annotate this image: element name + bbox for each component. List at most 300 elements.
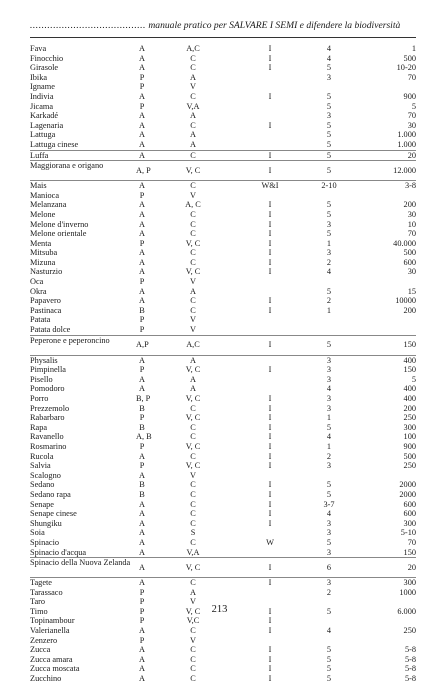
value-cell-c1: A xyxy=(139,528,145,538)
plant-name-cell: Oca xyxy=(30,277,44,287)
header-title: manuale pratico per SALVARE I SEMI e difendere la biodiversità xyxy=(148,20,401,31)
table-row xyxy=(30,130,416,140)
table-row xyxy=(30,452,416,462)
value-cell-c2: V xyxy=(190,597,196,607)
value-cell-c2: C xyxy=(190,509,196,519)
value-cell-c5: 150 xyxy=(403,340,416,350)
plant-name-cell: Melone xyxy=(30,209,56,219)
value-cell-c1: A xyxy=(139,248,145,258)
value-cell-c2: C xyxy=(190,150,196,160)
value-cell-c2: V xyxy=(190,82,196,92)
value-cell-c4: 2 xyxy=(326,587,332,597)
value-cell-c5: 70 xyxy=(407,537,416,547)
plant-name-cell: Rucola xyxy=(30,451,54,461)
value-cell-c1: A xyxy=(139,654,145,664)
value-cell-c2: V xyxy=(190,315,196,325)
value-cell-c2: C xyxy=(190,422,196,432)
plant-name-cell: Peperone e peperoncino xyxy=(30,335,110,345)
table-row xyxy=(30,558,416,578)
table-row xyxy=(30,296,416,306)
value-cell-c1: A,P xyxy=(136,340,149,350)
value-cell-c4: 5 xyxy=(326,645,332,655)
table-row xyxy=(30,111,416,121)
table-row xyxy=(30,519,416,529)
value-cell-c3: I xyxy=(268,664,272,674)
table-row xyxy=(30,548,416,559)
value-cell-c3: I xyxy=(268,509,272,519)
value-cell-c1: A xyxy=(139,645,145,655)
value-cell-c4: 3 xyxy=(326,72,332,82)
value-cell-c4: 4 xyxy=(326,53,332,63)
value-cell-c2: C xyxy=(190,219,196,229)
value-cell-c3: W&I xyxy=(261,181,279,191)
value-cell-c1: A xyxy=(139,91,145,101)
value-cell-c2: A xyxy=(190,286,196,296)
value-cell-c2: C xyxy=(190,480,196,490)
value-cell-c5: 200 xyxy=(403,403,416,413)
value-cell-c3: I xyxy=(268,645,272,655)
table-row xyxy=(30,336,416,356)
value-cell-c1: B xyxy=(139,489,145,499)
value-cell-c2: C xyxy=(190,499,196,509)
value-cell-c1: P xyxy=(139,101,145,111)
value-cell-c4: 5 xyxy=(326,480,332,490)
value-cell-c5: 200 xyxy=(403,305,416,315)
plant-name-cell: Jicama xyxy=(30,101,54,111)
value-cell-c4: 1 xyxy=(326,413,332,423)
value-cell-c1: A xyxy=(139,518,145,528)
plant-name-cell: Pastinaca xyxy=(30,305,62,315)
value-cell-c1: A, P xyxy=(136,165,151,175)
value-cell-c2: C xyxy=(190,248,196,258)
value-cell-c2: C xyxy=(190,451,196,461)
value-cell-c5: 600 xyxy=(403,257,416,267)
value-cell-c4: 5 xyxy=(326,654,332,664)
value-cell-c5: 300 xyxy=(403,518,416,528)
value-cell-c2: V, C xyxy=(185,606,201,616)
value-cell-c5: 40.000 xyxy=(393,238,416,248)
value-cell-c4: 2 xyxy=(326,257,332,267)
value-cell-c1: P xyxy=(139,461,145,471)
value-cell-c1: B xyxy=(139,422,145,432)
plant-name-cell: Salvia xyxy=(30,461,51,471)
value-cell-c5: 30 xyxy=(407,267,416,277)
plant-name-cell: Zucchino xyxy=(30,674,62,684)
table-row xyxy=(30,442,416,452)
value-cell-c3: I xyxy=(268,209,272,219)
value-cell-c5: 250 xyxy=(403,626,416,636)
value-cell-c2: C xyxy=(190,53,196,63)
value-cell-c2: V, C xyxy=(185,267,201,277)
value-cell-c3: I xyxy=(268,229,272,239)
value-cell-c4: 3 xyxy=(326,394,332,403)
table-row xyxy=(30,161,416,181)
table-row xyxy=(30,82,416,92)
value-cell-c2: V, C xyxy=(185,165,201,175)
value-cell-c5: 70 xyxy=(407,229,416,239)
table-row xyxy=(30,151,416,162)
value-cell-c4: 2-10 xyxy=(321,181,337,191)
table-row xyxy=(30,636,416,646)
value-cell-c1: A xyxy=(139,200,145,210)
value-cell-c5: 300 xyxy=(403,578,416,588)
table-row xyxy=(30,480,416,490)
table-row xyxy=(30,356,416,366)
plant-name-cell: Shungiku xyxy=(30,518,62,528)
plant-name-cell: Sedano xyxy=(30,480,55,490)
table-row xyxy=(30,191,416,201)
table-row xyxy=(30,413,416,423)
value-cell-c5: 200 xyxy=(403,200,416,210)
value-cell-c5: 500 xyxy=(403,248,416,258)
value-cell-c1: P xyxy=(139,325,145,335)
value-cell-c4: 2 xyxy=(326,451,332,461)
value-cell-c2: C xyxy=(190,209,196,219)
value-cell-c3: I xyxy=(268,422,272,432)
value-cell-c5: 150 xyxy=(403,547,416,557)
plant-name-cell: Zenzero xyxy=(30,635,58,645)
table-row xyxy=(30,471,416,481)
value-cell-c1: A xyxy=(139,130,145,140)
value-cell-c1: B xyxy=(139,403,145,413)
seed-table xyxy=(30,44,416,684)
value-cell-c4: 3 xyxy=(326,528,332,538)
table-row xyxy=(30,140,416,151)
value-cell-c1: P xyxy=(139,616,145,626)
table-row xyxy=(30,384,416,394)
value-cell-c4: 5 xyxy=(326,130,332,140)
value-cell-c1: A xyxy=(139,111,145,121)
value-cell-c1: P xyxy=(139,441,145,451)
value-cell-c4: 4 xyxy=(326,626,332,636)
plant-name-cell: Patata dolce xyxy=(30,325,71,335)
value-cell-c1: A xyxy=(139,139,145,149)
plant-name-cell: Taro xyxy=(30,597,46,607)
value-cell-c4: 4 xyxy=(326,267,332,277)
plant-name-cell: Pisello xyxy=(30,374,53,384)
value-cell-c1: A xyxy=(139,209,145,219)
plant-name-cell: Mizuna xyxy=(30,257,56,267)
value-cell-c5: 1.000 xyxy=(397,139,416,149)
table-row xyxy=(30,220,416,230)
value-cell-c3: I xyxy=(268,63,272,73)
plant-name-cell: Senape cinese xyxy=(30,509,77,519)
table-row xyxy=(30,509,416,519)
value-cell-c3: I xyxy=(268,296,272,306)
value-cell-c4: 2 xyxy=(326,296,332,306)
table-row xyxy=(30,432,416,442)
value-cell-c5: 2000 xyxy=(399,480,416,490)
plant-name-cell: Nasturzio xyxy=(30,267,63,277)
value-cell-c1: P xyxy=(139,238,145,248)
value-cell-c1: P xyxy=(139,597,145,607)
value-cell-c1: P xyxy=(139,606,145,616)
value-cell-c5: 400 xyxy=(403,355,416,365)
value-cell-c2: V, C xyxy=(185,562,201,572)
table-row xyxy=(30,258,416,268)
value-cell-c2: C xyxy=(190,674,196,684)
value-cell-c1: A xyxy=(139,355,145,365)
value-cell-c1: A xyxy=(139,499,145,509)
page-number: 213 xyxy=(211,604,228,615)
value-cell-c1: P xyxy=(139,82,145,92)
value-cell-c3: I xyxy=(268,120,272,130)
table-row xyxy=(30,200,416,210)
value-cell-c4: 4 xyxy=(326,44,332,53)
value-cell-c5: 5-8 xyxy=(404,674,416,684)
plant-name-cell: Sedano rapa xyxy=(30,489,71,499)
value-cell-c1: P xyxy=(139,635,145,645)
value-cell-c4: 5 xyxy=(326,229,332,239)
value-cell-c4: 3 xyxy=(326,547,332,557)
value-cell-c3: I xyxy=(268,238,272,248)
table-row xyxy=(30,102,416,112)
plant-name-cell: Zucca moscata xyxy=(30,664,80,674)
value-cell-c2: A,C xyxy=(186,44,200,53)
value-cell-c3: I xyxy=(268,441,272,451)
plant-name-cell: Timo xyxy=(30,606,48,616)
value-cell-c3: W xyxy=(266,537,274,547)
value-cell-c3: I xyxy=(268,44,272,53)
value-cell-c4: 5 xyxy=(326,63,332,73)
value-cell-c1: A xyxy=(139,470,145,480)
table-row xyxy=(30,181,416,191)
table-row xyxy=(30,461,416,471)
value-cell-c2: V, C xyxy=(185,461,201,471)
running-header xyxy=(30,20,416,34)
value-cell-c2: C xyxy=(190,305,196,315)
table-row xyxy=(30,325,416,336)
plant-name-cell: Patata xyxy=(30,315,51,325)
value-cell-c1: A xyxy=(139,219,145,229)
plant-name-cell: Soia xyxy=(30,528,45,538)
value-cell-c1: A xyxy=(139,44,145,53)
value-cell-c2: A xyxy=(190,139,196,149)
plant-name-cell: Mais xyxy=(30,181,47,191)
plant-name-cell: Pimpinella xyxy=(30,365,66,375)
value-cell-c3: I xyxy=(268,150,272,160)
value-cell-c4: 5 xyxy=(326,664,332,674)
value-cell-c4: 3 xyxy=(326,111,332,121)
plant-name-cell: Girasole xyxy=(30,63,59,73)
value-cell-c1: A xyxy=(139,120,145,130)
value-cell-c2: V xyxy=(190,277,196,287)
value-cell-c1: P xyxy=(139,365,145,375)
value-cell-c2: C xyxy=(190,257,196,267)
value-cell-c1: A xyxy=(139,374,145,384)
plant-name-cell: Mitsuba xyxy=(30,248,58,258)
plant-name-cell: Okra xyxy=(30,286,47,296)
value-cell-c1: P xyxy=(139,587,145,597)
value-cell-c4: 5 xyxy=(326,489,332,499)
value-cell-c5: 1000 xyxy=(399,587,416,597)
table-row xyxy=(30,210,416,220)
table-row xyxy=(30,73,416,83)
value-cell-c5: 3-8 xyxy=(404,181,416,191)
table-row xyxy=(30,277,416,287)
plant-name-cell: Rosmarino xyxy=(30,441,67,451)
value-cell-c3: I xyxy=(268,305,272,315)
plant-name-cell: Zucca xyxy=(30,645,51,655)
table-row xyxy=(30,248,416,258)
value-cell-c2: C xyxy=(190,63,196,73)
value-cell-c5: 100 xyxy=(403,432,416,442)
value-cell-c3: I xyxy=(268,413,272,423)
value-cell-c1: A xyxy=(139,537,145,547)
value-cell-c5: 10-20 xyxy=(396,63,416,73)
plant-name-cell: Finocchio xyxy=(30,53,64,63)
value-cell-c4: 5 xyxy=(326,537,332,547)
value-cell-c2: V,A xyxy=(186,101,200,111)
value-cell-c5: 10000 xyxy=(395,296,416,306)
value-cell-c3: I xyxy=(268,518,272,528)
table-row xyxy=(30,626,416,636)
table-row xyxy=(30,239,416,249)
plant-name-cell: Luffa xyxy=(30,150,49,160)
value-cell-c4: 5 xyxy=(326,139,332,149)
header-rule xyxy=(30,37,416,38)
value-cell-c3: I xyxy=(268,91,272,101)
value-cell-c2: A xyxy=(190,587,196,597)
plant-name-cell: Melone orientale xyxy=(30,229,87,239)
value-cell-c3: I xyxy=(268,200,272,210)
value-cell-c2: A xyxy=(190,111,196,121)
value-cell-c1: A xyxy=(139,451,145,461)
value-cell-c5: 900 xyxy=(403,91,416,101)
value-cell-c4: 5 xyxy=(326,340,332,350)
value-cell-c4: 1 xyxy=(326,441,332,451)
table-row xyxy=(30,267,416,277)
table-row xyxy=(30,645,416,655)
table-row xyxy=(30,423,416,433)
plant-name-cell: Valerianella xyxy=(30,626,70,636)
value-cell-c1: A, B xyxy=(136,432,152,442)
value-cell-c3: I xyxy=(268,654,272,664)
value-cell-c5: 10 xyxy=(407,219,416,229)
value-cell-c4: 5 xyxy=(326,606,332,616)
value-cell-c1: A xyxy=(139,578,145,588)
value-cell-c2: V xyxy=(190,190,196,200)
plant-name-cell: Papavero xyxy=(30,296,61,306)
table-row xyxy=(30,365,416,375)
value-cell-c5: 5-8 xyxy=(404,664,416,674)
plant-name-cell: Igname xyxy=(30,82,55,92)
value-cell-c1: P xyxy=(139,190,145,200)
table-row xyxy=(30,121,416,131)
value-cell-c5: 300 xyxy=(403,422,416,432)
value-cell-c2: A xyxy=(190,72,196,82)
table-row xyxy=(30,500,416,510)
value-cell-c1: A xyxy=(139,53,145,63)
value-cell-c4: 5 xyxy=(326,150,332,160)
value-cell-c5: 1.000 xyxy=(397,130,416,140)
table-row xyxy=(30,616,416,626)
value-cell-c2: V xyxy=(190,325,196,335)
value-cell-c4: 3 xyxy=(326,518,332,528)
plant-name-cell: Spinacio della Nuova Zelanda xyxy=(30,558,131,568)
value-cell-c1: A xyxy=(139,267,145,277)
value-cell-c5: 20 xyxy=(407,150,416,160)
value-cell-c3: I xyxy=(268,257,272,267)
plant-name-cell: Rabarbaro xyxy=(30,413,65,423)
value-cell-c4: 3 xyxy=(326,219,332,229)
value-cell-c3: I xyxy=(268,365,272,375)
plant-name-cell: Menta xyxy=(30,238,52,248)
value-cell-c3: I xyxy=(268,451,272,461)
value-cell-c5: 2000 xyxy=(399,489,416,499)
value-cell-c4: 3 xyxy=(326,374,332,384)
plant-name-cell: Lattuga xyxy=(30,130,56,140)
value-cell-c2: C xyxy=(190,518,196,528)
value-cell-c2: C xyxy=(190,120,196,130)
value-cell-c4: 1 xyxy=(326,238,332,248)
table-row xyxy=(30,674,416,684)
value-cell-c5: 12.000 xyxy=(393,165,416,175)
table-row xyxy=(30,655,416,665)
value-cell-c3: I xyxy=(268,267,272,277)
value-cell-c2: V,A xyxy=(186,547,200,557)
value-cell-c1: A xyxy=(139,150,145,160)
value-cell-c1: A xyxy=(139,63,145,73)
plant-name-cell: Karkadé xyxy=(30,111,59,121)
plant-name-cell: Topinambour xyxy=(30,616,75,626)
value-cell-c4: 4 xyxy=(326,384,332,394)
value-cell-c3: I xyxy=(268,248,272,258)
plant-name-cell: Spinacio xyxy=(30,537,60,547)
plant-name-cell: Lagenaria xyxy=(30,120,64,130)
plant-name-cell: Tagete xyxy=(30,578,52,588)
value-cell-c1: A xyxy=(139,562,145,572)
value-cell-c2: V, C xyxy=(185,394,201,403)
value-cell-c4: 5 xyxy=(326,91,332,101)
value-cell-c2: C xyxy=(190,489,196,499)
table-row xyxy=(30,394,416,404)
table-row xyxy=(30,54,416,64)
value-cell-c3: I xyxy=(268,53,272,63)
value-cell-c2: V xyxy=(190,470,196,480)
value-cell-c4: 5 xyxy=(326,200,332,210)
value-cell-c5: 1 xyxy=(411,44,416,53)
value-cell-c4: 6 xyxy=(326,562,332,572)
value-cell-c5: 70 xyxy=(407,72,416,82)
value-cell-c4: 3 xyxy=(326,355,332,365)
value-cell-c4: 5 xyxy=(326,120,332,130)
value-cell-c2: A xyxy=(190,374,196,384)
value-cell-c5: 600 xyxy=(403,499,416,509)
value-cell-c2: A,C xyxy=(186,340,200,350)
value-cell-c5: 250 xyxy=(403,413,416,423)
plant-name-cell: Lattuga cinese xyxy=(30,139,79,149)
value-cell-c2: C xyxy=(190,664,196,674)
value-cell-c5: 250 xyxy=(403,461,416,471)
value-cell-c2: C xyxy=(190,91,196,101)
plant-name-cell: Rapa xyxy=(30,422,48,432)
value-cell-c5: 600 xyxy=(403,509,416,519)
value-cell-c3: I xyxy=(268,626,272,636)
plant-name-cell: Melone d'inverno xyxy=(30,219,89,229)
plant-name-cell: Spinacio d'acqua xyxy=(30,547,87,557)
value-cell-c1: A xyxy=(139,664,145,674)
plant-name-cell: Physalis xyxy=(30,355,58,365)
table-row xyxy=(30,538,416,548)
table-row xyxy=(30,375,416,385)
value-cell-c2: C xyxy=(190,229,196,239)
value-cell-c2: C xyxy=(190,578,196,588)
value-cell-c2: V xyxy=(190,635,196,645)
value-cell-c5: 5 xyxy=(411,101,416,111)
value-cell-c3: I xyxy=(268,432,272,442)
value-cell-c1: P xyxy=(139,413,145,423)
